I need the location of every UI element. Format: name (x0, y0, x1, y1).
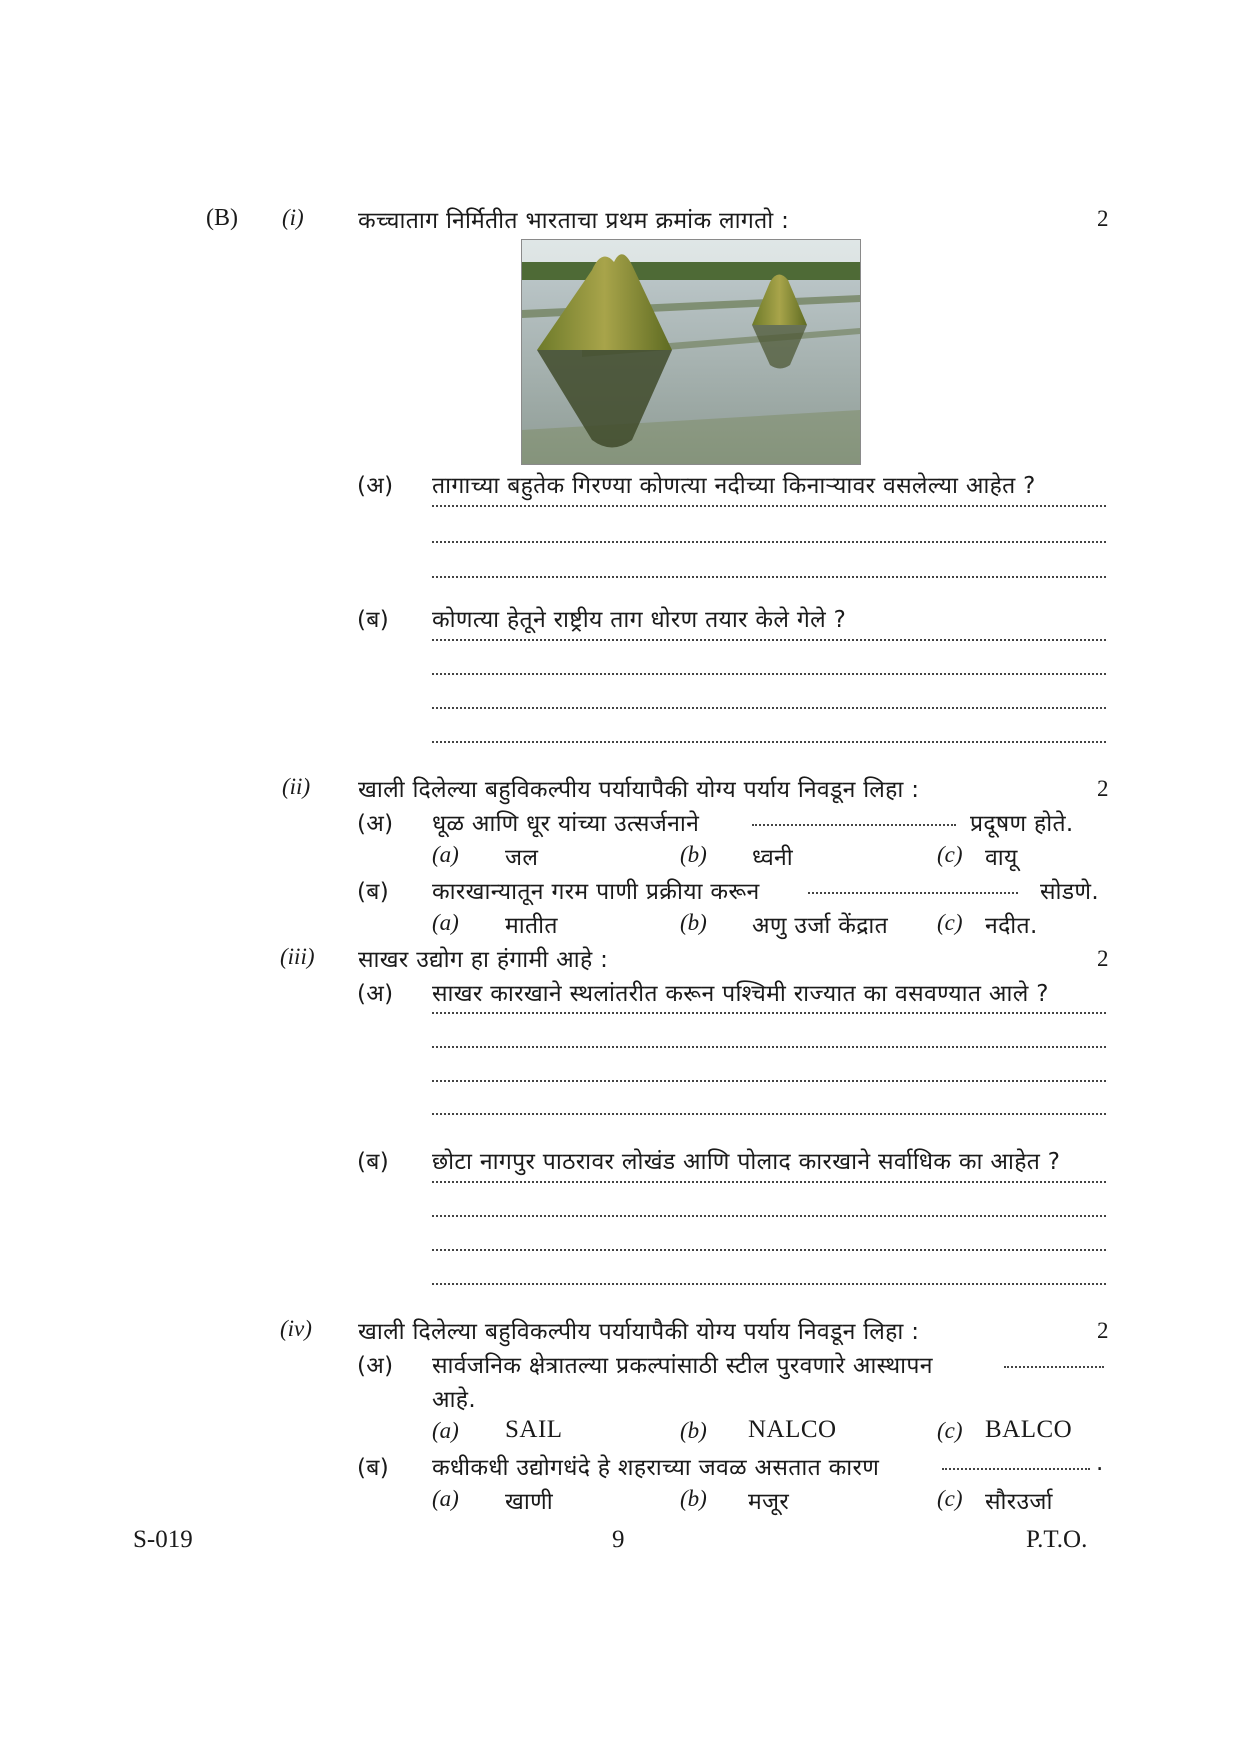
sub-question-text: धूळ आणि धूर यांच्या उत्सर्जनाने (432, 811, 700, 837)
sub-question-label: (ब) (357, 879, 389, 905)
answer-line[interactable] (432, 639, 1106, 641)
sub-question-text-cont: आहे. (432, 1387, 476, 1413)
fill-blank[interactable] (942, 1454, 1090, 1470)
question-marks: 2 (1097, 776, 1109, 801)
answer-line[interactable] (432, 1283, 1106, 1285)
question-text: खाली दिलेल्या बहुविकल्पीय पर्यायापैकी योग्य पर्याय निवडून लिहा : (358, 777, 920, 803)
option-text[interactable]: खाणी (505, 1489, 553, 1515)
sub-question-label: (अ) (357, 1353, 394, 1379)
answer-line[interactable] (432, 576, 1106, 578)
sub-question-text: छोटा नागपुर पाठरावर लोखंड आणि पोलाद कारखाने सर्वाधिक का आहेत ? (432, 1149, 1061, 1175)
answer-line[interactable] (432, 673, 1106, 675)
sub-question-text: कारखान्यातून गरम पाणी प्रक्रीया करून (432, 879, 760, 905)
sub-question-text-end: प्रदूषण होते. (970, 811, 1074, 837)
question-number: (iii) (280, 944, 315, 969)
question-marks: 2 (1097, 946, 1109, 971)
option-letter: (c) (937, 842, 963, 867)
option-letter: (b) (680, 842, 707, 867)
sub-question-text: साखर कारखाने स्थलांतरीत करून पश्चिमी राज्यात का वसवण्यात आले ? (432, 981, 1049, 1007)
option-letter: (c) (937, 1486, 963, 1511)
option-letter: (c) (937, 1418, 963, 1443)
option-letter: (b) (680, 910, 707, 935)
question-number: (iv) (280, 1316, 312, 1341)
sub-question-text: तागाच्या बहुतेक गिरण्या कोणत्या नदीच्या किनाऱ्यावर वसलेल्या आहेत ? (432, 473, 1036, 499)
sub-question-text-end: सोडणे. (1040, 879, 1099, 905)
answer-line[interactable] (432, 1113, 1106, 1115)
jute-field-photo (521, 239, 861, 465)
fill-blank[interactable] (1004, 1352, 1104, 1368)
answer-line[interactable] (432, 707, 1106, 709)
answer-line[interactable] (432, 1249, 1106, 1251)
sub-question-text: कोणत्या हेतूने राष्ट्रीय ताग धोरण तयार केले गेले ? (432, 607, 847, 633)
fill-blank[interactable] (808, 878, 1018, 894)
question-text: साखर उद्योग हा हंगामी आहे : (358, 947, 609, 973)
option-letter: (a) (432, 1486, 459, 1511)
answer-line[interactable] (432, 541, 1106, 543)
option-text[interactable]: मजूर (748, 1489, 790, 1515)
answer-line[interactable] (432, 1080, 1106, 1082)
option-letter: (a) (432, 842, 459, 867)
sub-question-label: (ब) (357, 1149, 389, 1175)
option-text[interactable]: जल (505, 845, 539, 871)
option-text[interactable]: सौरउर्जा (985, 1489, 1053, 1515)
pto-label: P.T.O. (1026, 1526, 1088, 1553)
question-number: (i) (282, 205, 304, 230)
sub-question-label: (अ) (357, 981, 394, 1007)
sub-question-text: सार्वजनिक क्षेत्रातल्या प्रकल्पांसाठी स्टील पुरवणारे आस्थापन (432, 1353, 933, 1379)
option-text[interactable]: SAIL (505, 1416, 563, 1443)
fill-blank[interactable] (752, 810, 956, 826)
option-text[interactable]: BALCO (985, 1416, 1073, 1443)
option-text[interactable]: ध्वनी (752, 845, 794, 871)
question-number: (ii) (282, 774, 311, 799)
question-marks: 2 (1097, 206, 1109, 231)
option-text[interactable]: मातीत (505, 913, 558, 939)
question-text: खाली दिलेल्या बहुविकल्पीय पर्यायापैकी योग्य पर्याय निवडून लिहा : (358, 1319, 920, 1345)
answer-line[interactable] (432, 505, 1106, 507)
option-letter: (b) (680, 1486, 707, 1511)
page-number: 9 (612, 1526, 625, 1553)
option-letter: (a) (432, 910, 459, 935)
option-letter: (a) (432, 1418, 459, 1443)
option-letter: (b) (680, 1418, 707, 1443)
option-text[interactable]: वायू (985, 845, 1018, 871)
sub-question-label: (ब) (357, 607, 389, 633)
sub-question-text-end: . (1096, 1450, 1104, 1476)
sub-question-label: (अ) (357, 473, 394, 499)
option-letter: (c) (937, 910, 963, 935)
answer-line[interactable] (432, 1215, 1106, 1217)
option-text[interactable]: अणु उर्जा केंद्रात (752, 913, 889, 939)
answer-line[interactable] (432, 741, 1106, 743)
option-text[interactable]: नदीत. (985, 913, 1038, 939)
paper-code: S-019 (133, 1526, 193, 1553)
question-text: कच्चाताग निर्मितीत भारताचा प्रथम क्रमांक लागतो : (358, 208, 790, 234)
answer-line[interactable] (432, 1181, 1106, 1183)
sub-question-text: कधीकधी उद्योगधंदे हे शहराच्या जवळ असतात कारण (432, 1455, 880, 1481)
sub-question-label: (ब) (357, 1455, 389, 1481)
answer-line[interactable] (432, 1012, 1106, 1014)
section-label: (B) (206, 205, 238, 231)
sub-question-label: (अ) (357, 811, 394, 837)
question-marks: 2 (1097, 1318, 1109, 1343)
option-text[interactable]: NALCO (748, 1416, 837, 1443)
answer-line[interactable] (432, 1046, 1106, 1048)
